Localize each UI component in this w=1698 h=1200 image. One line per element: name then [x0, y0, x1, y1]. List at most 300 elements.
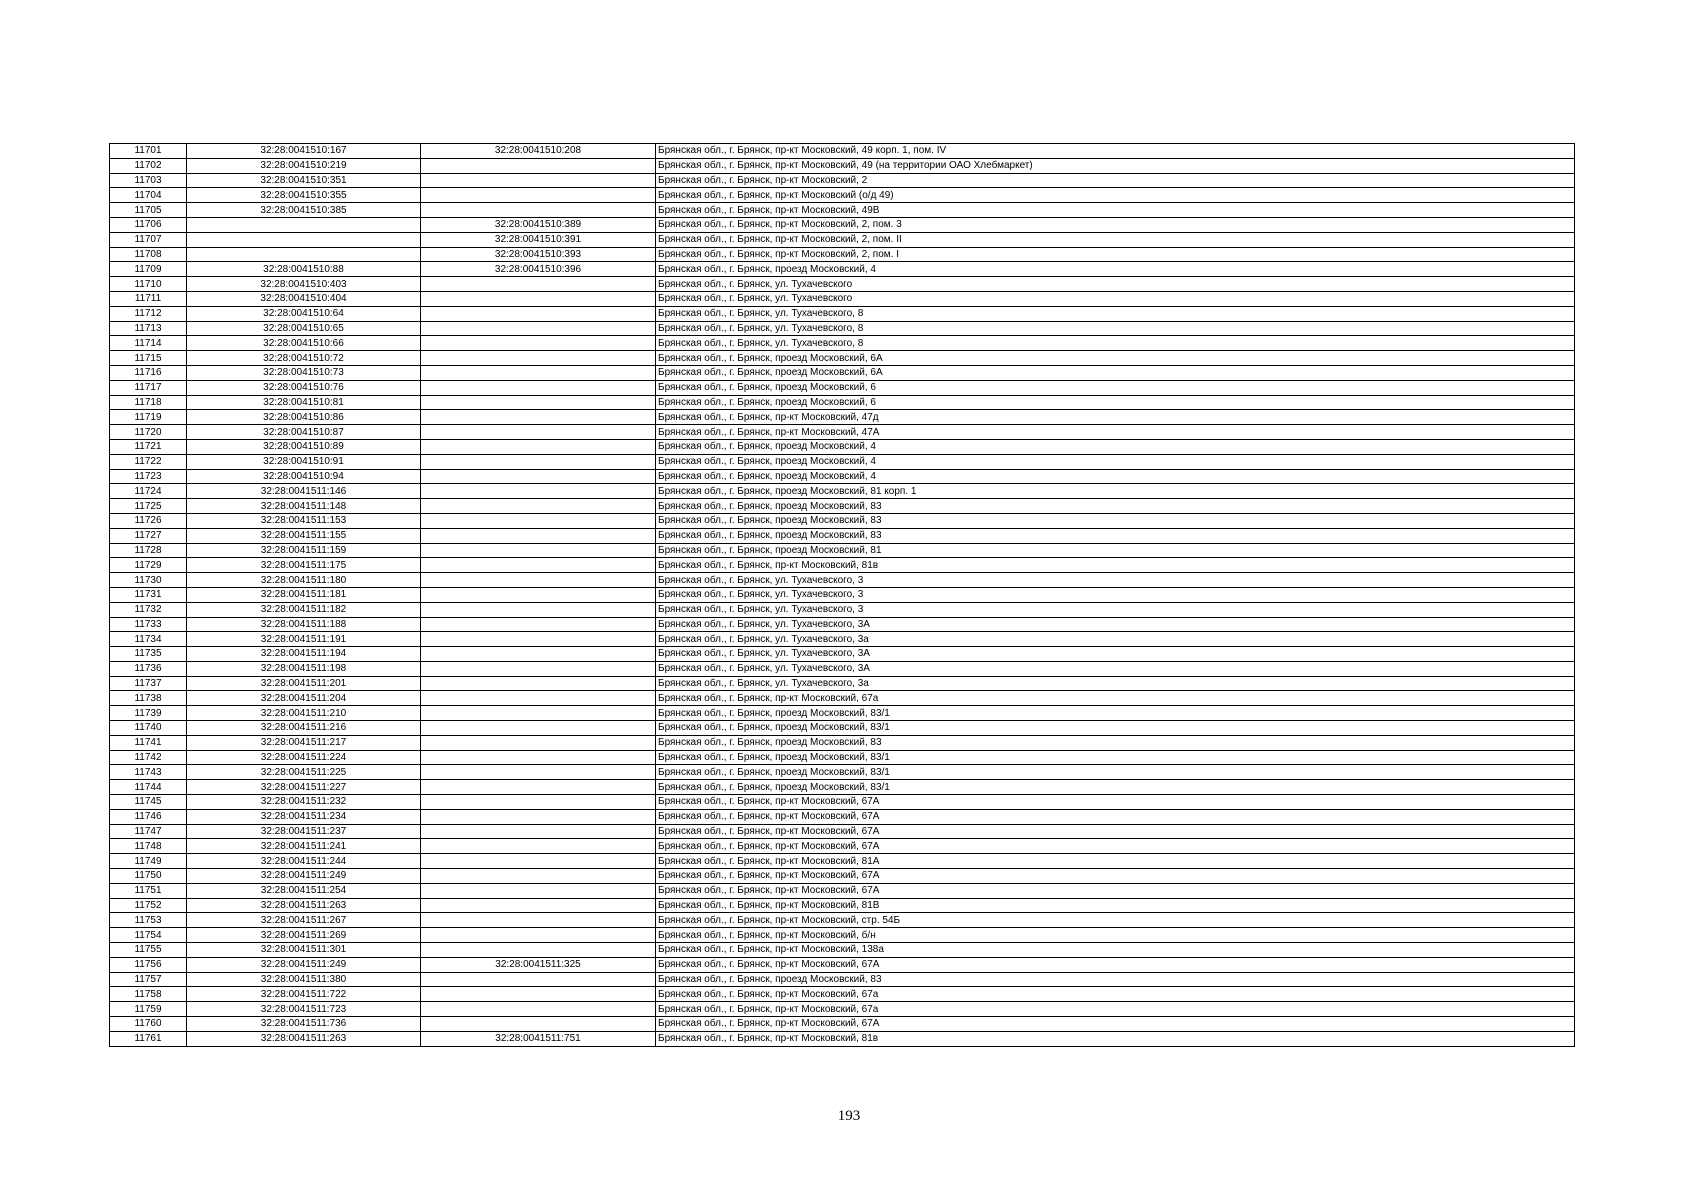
table-row — [110, 395, 1575, 410]
row-number-cell: 11732 — [110, 602, 187, 617]
table-row — [110, 484, 1575, 499]
object-number-cell — [421, 987, 656, 1002]
row-number-cell: 11738 — [110, 691, 187, 706]
row-number-cell: 11739 — [110, 706, 187, 721]
table-row — [110, 528, 1575, 543]
object-number-cell — [421, 1017, 656, 1032]
object-number-cell — [421, 676, 656, 691]
object-number-cell — [421, 454, 656, 469]
parcel-number-cell — [187, 217, 421, 232]
parcel-number-cell: 32:28:0041510:86 — [187, 410, 421, 425]
object-number-cell — [421, 883, 656, 898]
parcel-number-cell: 32:28:0041511:225 — [187, 765, 421, 780]
row-number-cell: 11717 — [110, 380, 187, 395]
address-cell: Брянская обл., г. Брянск, пр-кт Московский, 49 (на территории ОАО Хлебмаркет) — [656, 158, 1575, 173]
address-cell: Брянская обл., г. Брянск, ул. Тухачевского, 3А — [656, 647, 1575, 662]
object-number-cell — [421, 617, 656, 632]
address-cell: Брянская обл., г. Брянск, пр-кт Московский, стр. 54Б — [656, 913, 1575, 928]
object-number-cell — [421, 439, 656, 454]
row-number-cell: 11714 — [110, 336, 187, 351]
row-number-cell: 11724 — [110, 484, 187, 499]
parcel-number-cell: 32:28:0041510:66 — [187, 336, 421, 351]
address-cell: Брянская обл., г. Брянск, пр-кт Московский, 81А — [656, 854, 1575, 869]
table-row — [110, 203, 1575, 218]
table-row — [110, 291, 1575, 306]
table-row — [110, 217, 1575, 232]
object-number-cell: 32:28:0041510:393 — [421, 247, 656, 262]
row-number-cell: 11746 — [110, 809, 187, 824]
parcel-number-cell: 32:28:0041511:204 — [187, 691, 421, 706]
parcel-number-cell: 32:28:0041510:167 — [187, 144, 421, 159]
table-row — [110, 439, 1575, 454]
address-cell: Брянская обл., г. Брянск, пр-кт Московский, 67а — [656, 691, 1575, 706]
address-cell: Брянская обл., г. Брянск, пр-кт Московский, 81в — [656, 558, 1575, 573]
parcel-number-cell: 32:28:0041511:249 — [187, 869, 421, 884]
row-number-cell: 11718 — [110, 395, 187, 410]
cadastral-table — [109, 143, 1575, 1047]
object-number-cell — [421, 780, 656, 795]
object-number-cell — [421, 203, 656, 218]
address-cell: Брянская обл., г. Брянск, проезд Московский, 83/1 — [656, 706, 1575, 721]
parcel-number-cell: 32:28:0041511:188 — [187, 617, 421, 632]
row-number-cell: 11705 — [110, 203, 187, 218]
parcel-number-cell: 32:28:0041511:241 — [187, 839, 421, 854]
object-number-cell: 32:28:0041510:389 — [421, 217, 656, 232]
row-number-cell: 11722 — [110, 454, 187, 469]
address-cell: Брянская обл., г. Брянск, пр-кт Московский, 2, пом. II — [656, 232, 1575, 247]
row-number-cell: 11725 — [110, 499, 187, 514]
object-number-cell — [421, 735, 656, 750]
address-cell: Брянская обл., г. Брянск, ул. Тухачевского, 3 — [656, 602, 1575, 617]
object-number-cell — [421, 809, 656, 824]
address-cell: Брянская обл., г. Брянск, пр-кт Московский, 67А — [656, 824, 1575, 839]
address-cell: Брянская обл., г. Брянск, проезд Московский, 83/1 — [656, 780, 1575, 795]
address-cell: Брянская обл., г. Брянск, ул. Тухачевского, 3 — [656, 587, 1575, 602]
object-number-cell — [421, 972, 656, 987]
object-number-cell — [421, 943, 656, 958]
parcel-number-cell: 32:28:0041511:249 — [187, 957, 421, 972]
object-number-cell — [421, 661, 656, 676]
row-number-cell: 11727 — [110, 528, 187, 543]
table-row — [110, 691, 1575, 706]
parcel-number-cell: 32:28:0041511:380 — [187, 972, 421, 987]
table-row — [110, 795, 1575, 810]
row-number-cell: 11736 — [110, 661, 187, 676]
parcel-number-cell: 32:28:0041510:385 — [187, 203, 421, 218]
address-cell: Брянская обл., г. Брянск, ул. Тухачевского, 8 — [656, 336, 1575, 351]
parcel-number-cell: 32:28:0041511:198 — [187, 661, 421, 676]
row-number-cell: 11719 — [110, 410, 187, 425]
table-row — [110, 928, 1575, 943]
table-row — [110, 676, 1575, 691]
parcel-number-cell: 32:28:0041511:191 — [187, 632, 421, 647]
table-row — [110, 869, 1575, 884]
address-cell: Брянская обл., г. Брянск, ул. Тухачевского, 8 — [656, 321, 1575, 336]
parcel-number-cell: 32:28:0041511:736 — [187, 1017, 421, 1032]
table-row — [110, 587, 1575, 602]
table-row — [110, 883, 1575, 898]
row-number-cell: 11744 — [110, 780, 187, 795]
row-number-cell: 11743 — [110, 765, 187, 780]
table-row — [110, 1002, 1575, 1017]
table-row — [110, 410, 1575, 425]
row-number-cell: 11731 — [110, 587, 187, 602]
parcel-number-cell: 32:28:0041511:182 — [187, 602, 421, 617]
parcel-number-cell: 32:28:0041510:219 — [187, 158, 421, 173]
cadastral-table-body — [110, 144, 1575, 1047]
object-number-cell — [421, 321, 656, 336]
table-row — [110, 558, 1575, 573]
table-row — [110, 750, 1575, 765]
row-number-cell: 11706 — [110, 217, 187, 232]
object-number-cell — [421, 795, 656, 810]
address-cell: Брянская обл., г. Брянск, пр-кт Московский, 67а — [656, 987, 1575, 1002]
row-number-cell: 11726 — [110, 513, 187, 528]
address-cell: Брянская обл., г. Брянск, ул. Тухачевского, 3а — [656, 632, 1575, 647]
address-cell: Брянская обл., г. Брянск, проезд Московский, 6 — [656, 380, 1575, 395]
row-number-cell: 11716 — [110, 365, 187, 380]
row-number-cell: 11761 — [110, 1031, 187, 1046]
address-cell: Брянская обл., г. Брянск, пр-кт Московский, 67А — [656, 1017, 1575, 1032]
table-row — [110, 943, 1575, 958]
row-number-cell: 11757 — [110, 972, 187, 987]
table-row — [110, 232, 1575, 247]
address-cell: Брянская обл., г. Брянск, пр-кт Московский, 67А — [656, 809, 1575, 824]
row-number-cell: 11730 — [110, 573, 187, 588]
table-row — [110, 972, 1575, 987]
table-row — [110, 839, 1575, 854]
table-row — [110, 765, 1575, 780]
table-row — [110, 262, 1575, 277]
object-number-cell — [421, 647, 656, 662]
parcel-number-cell: 32:28:0041511:263 — [187, 1031, 421, 1046]
table-row — [110, 543, 1575, 558]
table-row — [110, 957, 1575, 972]
row-number-cell: 11702 — [110, 158, 187, 173]
address-cell: Брянская обл., г. Брянск, проезд Московский, 83 — [656, 972, 1575, 987]
address-cell: Брянская обл., г. Брянск, пр-кт Московский, 47А — [656, 425, 1575, 440]
row-number-cell: 11741 — [110, 735, 187, 750]
parcel-number-cell: 32:28:0041510:64 — [187, 306, 421, 321]
table-row — [110, 913, 1575, 928]
address-cell: Брянская обл., г. Брянск, проезд Московский, 4 — [656, 262, 1575, 277]
address-cell: Брянская обл., г. Брянск, пр-кт Московский, 47д — [656, 410, 1575, 425]
table-row — [110, 573, 1575, 588]
row-number-cell: 11745 — [110, 795, 187, 810]
object-number-cell — [421, 351, 656, 366]
parcel-number-cell: 32:28:0041511:227 — [187, 780, 421, 795]
object-number-cell — [421, 913, 656, 928]
object-number-cell — [421, 854, 656, 869]
parcel-number-cell: 32:28:0041511:148 — [187, 499, 421, 514]
address-cell: Брянская обл., г. Брянск, пр-кт Московский, 2 — [656, 173, 1575, 188]
table-row — [110, 425, 1575, 440]
row-number-cell: 11758 — [110, 987, 187, 1002]
parcel-number-cell: 32:28:0041511:267 — [187, 913, 421, 928]
parcel-number-cell: 32:28:0041511:237 — [187, 824, 421, 839]
parcel-number-cell: 32:28:0041511:723 — [187, 1002, 421, 1017]
address-cell: Брянская обл., г. Брянск, пр-кт Московский (о/д 49) — [656, 188, 1575, 203]
table-row — [110, 809, 1575, 824]
address-cell: Брянская обл., г. Брянск, проезд Московский, 83 — [656, 735, 1575, 750]
address-cell: Брянская обл., г. Брянск, пр-кт Московский, 67а — [656, 1002, 1575, 1017]
parcel-number-cell: 32:28:0041510:65 — [187, 321, 421, 336]
address-cell: Брянская обл., г. Брянск, пр-кт Московский, б/н — [656, 928, 1575, 943]
address-cell: Брянская обл., г. Брянск, проезд Московский, 83/1 — [656, 721, 1575, 736]
object-number-cell — [421, 336, 656, 351]
address-cell: Брянская обл., г. Брянск, пр-кт Московский, 67А — [656, 883, 1575, 898]
parcel-number-cell: 32:28:0041510:351 — [187, 173, 421, 188]
address-cell: Брянская обл., г. Брянск, ул. Тухачевского, 8 — [656, 306, 1575, 321]
parcel-number-cell: 32:28:0041510:89 — [187, 439, 421, 454]
object-number-cell — [421, 928, 656, 943]
table-row — [110, 321, 1575, 336]
address-cell: Брянская обл., г. Брянск, проезд Московский, 6А — [656, 351, 1575, 366]
table-row — [110, 721, 1575, 736]
table-row — [110, 602, 1575, 617]
table-row — [110, 647, 1575, 662]
parcel-number-cell: 32:28:0041511:216 — [187, 721, 421, 736]
page-number: 193 — [837, 1108, 861, 1124]
address-cell: Брянская обл., г. Брянск, пр-кт Московский, 49В — [656, 203, 1575, 218]
table-row — [110, 380, 1575, 395]
table-row — [110, 1031, 1575, 1046]
object-number-cell — [421, 425, 656, 440]
parcel-number-cell: 32:28:0041511:254 — [187, 883, 421, 898]
table-row — [110, 854, 1575, 869]
table-row — [110, 144, 1575, 159]
row-number-cell: 11747 — [110, 824, 187, 839]
row-number-cell: 11713 — [110, 321, 187, 336]
object-number-cell — [421, 573, 656, 588]
parcel-number-cell: 32:28:0041511:201 — [187, 676, 421, 691]
row-number-cell: 11712 — [110, 306, 187, 321]
object-number-cell — [421, 602, 656, 617]
table-row — [110, 735, 1575, 750]
row-number-cell: 11701 — [110, 144, 187, 159]
table-row — [110, 306, 1575, 321]
row-number-cell: 11760 — [110, 1017, 187, 1032]
address-cell: Брянская обл., г. Брянск, проезд Московский, 81 — [656, 543, 1575, 558]
object-number-cell: 32:28:0041511:325 — [421, 957, 656, 972]
row-number-cell: 11704 — [110, 188, 187, 203]
address-cell: Брянская обл., г. Брянск, проезд Московский, 83/1 — [656, 750, 1575, 765]
object-number-cell — [421, 898, 656, 913]
table-row — [110, 824, 1575, 839]
row-number-cell: 11754 — [110, 928, 187, 943]
row-number-cell: 11709 — [110, 262, 187, 277]
parcel-number-cell: 32:28:0041511:194 — [187, 647, 421, 662]
table-row — [110, 454, 1575, 469]
parcel-number-cell: 32:28:0041510:73 — [187, 365, 421, 380]
row-number-cell: 11755 — [110, 943, 187, 958]
row-number-cell: 11715 — [110, 351, 187, 366]
table-row — [110, 351, 1575, 366]
parcel-number-cell: 32:28:0041511:234 — [187, 809, 421, 824]
object-number-cell: 32:28:0041510:396 — [421, 262, 656, 277]
table-row — [110, 898, 1575, 913]
parcel-number-cell: 32:28:0041511:181 — [187, 587, 421, 602]
address-cell: Брянская обл., г. Брянск, пр-кт Московский, 2, пом. I — [656, 247, 1575, 262]
parcel-number-cell: 32:28:0041510:404 — [187, 291, 421, 306]
row-number-cell: 11707 — [110, 232, 187, 247]
parcel-number-cell: 32:28:0041511:155 — [187, 528, 421, 543]
parcel-number-cell: 32:28:0041511:224 — [187, 750, 421, 765]
table-row — [110, 499, 1575, 514]
object-number-cell — [421, 188, 656, 203]
address-cell: Брянская обл., г. Брянск, проезд Московский, 4 — [656, 454, 1575, 469]
parcel-number-cell: 32:28:0041511:301 — [187, 943, 421, 958]
parcel-number-cell: 32:28:0041511:217 — [187, 735, 421, 750]
object-number-cell: 32:28:0041510:208 — [421, 144, 656, 159]
table-row — [110, 1017, 1575, 1032]
object-number-cell — [421, 306, 656, 321]
parcel-number-cell: 32:28:0041510:88 — [187, 262, 421, 277]
table-row — [110, 617, 1575, 632]
parcel-number-cell: 32:28:0041510:91 — [187, 454, 421, 469]
row-number-cell: 11759 — [110, 1002, 187, 1017]
row-number-cell: 11733 — [110, 617, 187, 632]
object-number-cell — [421, 291, 656, 306]
object-number-cell — [421, 1002, 656, 1017]
object-number-cell: 32:28:0041510:391 — [421, 232, 656, 247]
row-number-cell: 11708 — [110, 247, 187, 262]
row-number-cell: 11740 — [110, 721, 187, 736]
address-cell: Брянская обл., г. Брянск, проезд Московский, 83/1 — [656, 765, 1575, 780]
parcel-number-cell: 32:28:0041510:81 — [187, 395, 421, 410]
object-number-cell — [421, 513, 656, 528]
object-number-cell — [421, 750, 656, 765]
row-number-cell: 11729 — [110, 558, 187, 573]
table-row — [110, 632, 1575, 647]
row-number-cell: 11753 — [110, 913, 187, 928]
row-number-cell: 11723 — [110, 469, 187, 484]
table-row — [110, 173, 1575, 188]
address-cell: Брянская обл., г. Брянск, ул. Тухачевского, 3а — [656, 676, 1575, 691]
row-number-cell: 11720 — [110, 425, 187, 440]
row-number-cell: 11748 — [110, 839, 187, 854]
table-row — [110, 336, 1575, 351]
address-cell: Брянская обл., г. Брянск, проезд Московский, 83 — [656, 528, 1575, 543]
object-number-cell — [421, 410, 656, 425]
address-cell: Брянская обл., г. Брянск, ул. Тухачевского, 3А — [656, 617, 1575, 632]
table-row — [110, 513, 1575, 528]
parcel-number-cell: 32:28:0041511:269 — [187, 928, 421, 943]
object-number-cell — [421, 869, 656, 884]
parcel-number-cell: 32:28:0041511:244 — [187, 854, 421, 869]
object-number-cell: 32:28:0041511:751 — [421, 1031, 656, 1046]
row-number-cell: 11751 — [110, 883, 187, 898]
object-number-cell — [421, 839, 656, 854]
address-cell: Брянская обл., г. Брянск, проезд Московский, 83 — [656, 513, 1575, 528]
object-number-cell — [421, 543, 656, 558]
address-cell: Брянская обл., г. Брянск, пр-кт Московский, 67А — [656, 869, 1575, 884]
parcel-number-cell: 32:28:0041510:403 — [187, 277, 421, 292]
row-number-cell: 11710 — [110, 277, 187, 292]
parcel-number-cell: 32:28:0041511:232 — [187, 795, 421, 810]
object-number-cell — [421, 365, 656, 380]
table-row — [110, 780, 1575, 795]
address-cell: Брянская обл., г. Брянск, проезд Московский, 6 — [656, 395, 1575, 410]
parcel-number-cell: 32:28:0041511:146 — [187, 484, 421, 499]
address-cell: Брянская обл., г. Брянск, ул. Тухачевского, 3А — [656, 661, 1575, 676]
table-row — [110, 158, 1575, 173]
row-number-cell: 11749 — [110, 854, 187, 869]
parcel-number-cell: 32:28:0041510:72 — [187, 351, 421, 366]
table-row — [110, 247, 1575, 262]
parcel-number-cell — [187, 247, 421, 262]
object-number-cell — [421, 395, 656, 410]
parcel-number-cell — [187, 232, 421, 247]
table-row — [110, 188, 1575, 203]
address-cell: Брянская обл., г. Брянск, пр-кт Московский, 81В — [656, 898, 1575, 913]
address-cell: Брянская обл., г. Брянск, ул. Тухачевского — [656, 277, 1575, 292]
object-number-cell — [421, 706, 656, 721]
object-number-cell — [421, 691, 656, 706]
table-row — [110, 661, 1575, 676]
row-number-cell: 11750 — [110, 869, 187, 884]
row-number-cell: 11711 — [110, 291, 187, 306]
row-number-cell: 11735 — [110, 647, 187, 662]
parcel-number-cell: 32:28:0041510:76 — [187, 380, 421, 395]
address-cell: Брянская обл., г. Брянск, пр-кт Московский, 138а — [656, 943, 1575, 958]
row-number-cell: 11737 — [110, 676, 187, 691]
parcel-number-cell: 32:28:0041511:175 — [187, 558, 421, 573]
address-cell: Брянская обл., г. Брянск, пр-кт Московский, 49 корп. 1, пом. IV — [656, 144, 1575, 159]
object-number-cell — [421, 173, 656, 188]
object-number-cell — [421, 158, 656, 173]
parcel-number-cell: 32:28:0041510:87 — [187, 425, 421, 440]
table-row — [110, 365, 1575, 380]
table-row — [110, 277, 1575, 292]
row-number-cell: 11756 — [110, 957, 187, 972]
object-number-cell — [421, 558, 656, 573]
object-number-cell — [421, 824, 656, 839]
parcel-number-cell: 32:28:0041511:159 — [187, 543, 421, 558]
row-number-cell: 11742 — [110, 750, 187, 765]
row-number-cell: 11734 — [110, 632, 187, 647]
row-number-cell: 11728 — [110, 543, 187, 558]
address-cell: Брянская обл., г. Брянск, пр-кт Московский, 67А — [656, 795, 1575, 810]
row-number-cell: 11721 — [110, 439, 187, 454]
object-number-cell — [421, 380, 656, 395]
object-number-cell — [421, 587, 656, 602]
parcel-number-cell: 32:28:0041511:210 — [187, 706, 421, 721]
table-row — [110, 987, 1575, 1002]
table-row — [110, 469, 1575, 484]
object-number-cell — [421, 721, 656, 736]
parcel-number-cell: 32:28:0041511:153 — [187, 513, 421, 528]
parcel-number-cell: 32:28:0041510:355 — [187, 188, 421, 203]
address-cell: Брянская обл., г. Брянск, ул. Тухачевского — [656, 291, 1575, 306]
address-cell: Брянская обл., г. Брянск, проезд Московский, 81 корп. 1 — [656, 484, 1575, 499]
address-cell: Брянская обл., г. Брянск, проезд Московский, 4 — [656, 469, 1575, 484]
address-cell: Брянская обл., г. Брянск, проезд Московский, 4 — [656, 439, 1575, 454]
row-number-cell: 11703 — [110, 173, 187, 188]
address-cell: Брянская обл., г. Брянск, пр-кт Московский, 67А — [656, 839, 1575, 854]
address-cell: Брянская обл., г. Брянск, проезд Московский, 6А — [656, 365, 1575, 380]
table-row — [110, 706, 1575, 721]
object-number-cell — [421, 277, 656, 292]
object-number-cell — [421, 765, 656, 780]
object-number-cell — [421, 528, 656, 543]
object-number-cell — [421, 469, 656, 484]
address-cell: Брянская обл., г. Брянск, ул. Тухачевского, 3 — [656, 573, 1575, 588]
address-cell: Брянская обл., г. Брянск, пр-кт Московский, 81в — [656, 1031, 1575, 1046]
parcel-number-cell: 32:28:0041511:263 — [187, 898, 421, 913]
address-cell: Брянская обл., г. Брянск, проезд Московский, 83 — [656, 499, 1575, 514]
parcel-number-cell: 32:28:0041511:722 — [187, 987, 421, 1002]
